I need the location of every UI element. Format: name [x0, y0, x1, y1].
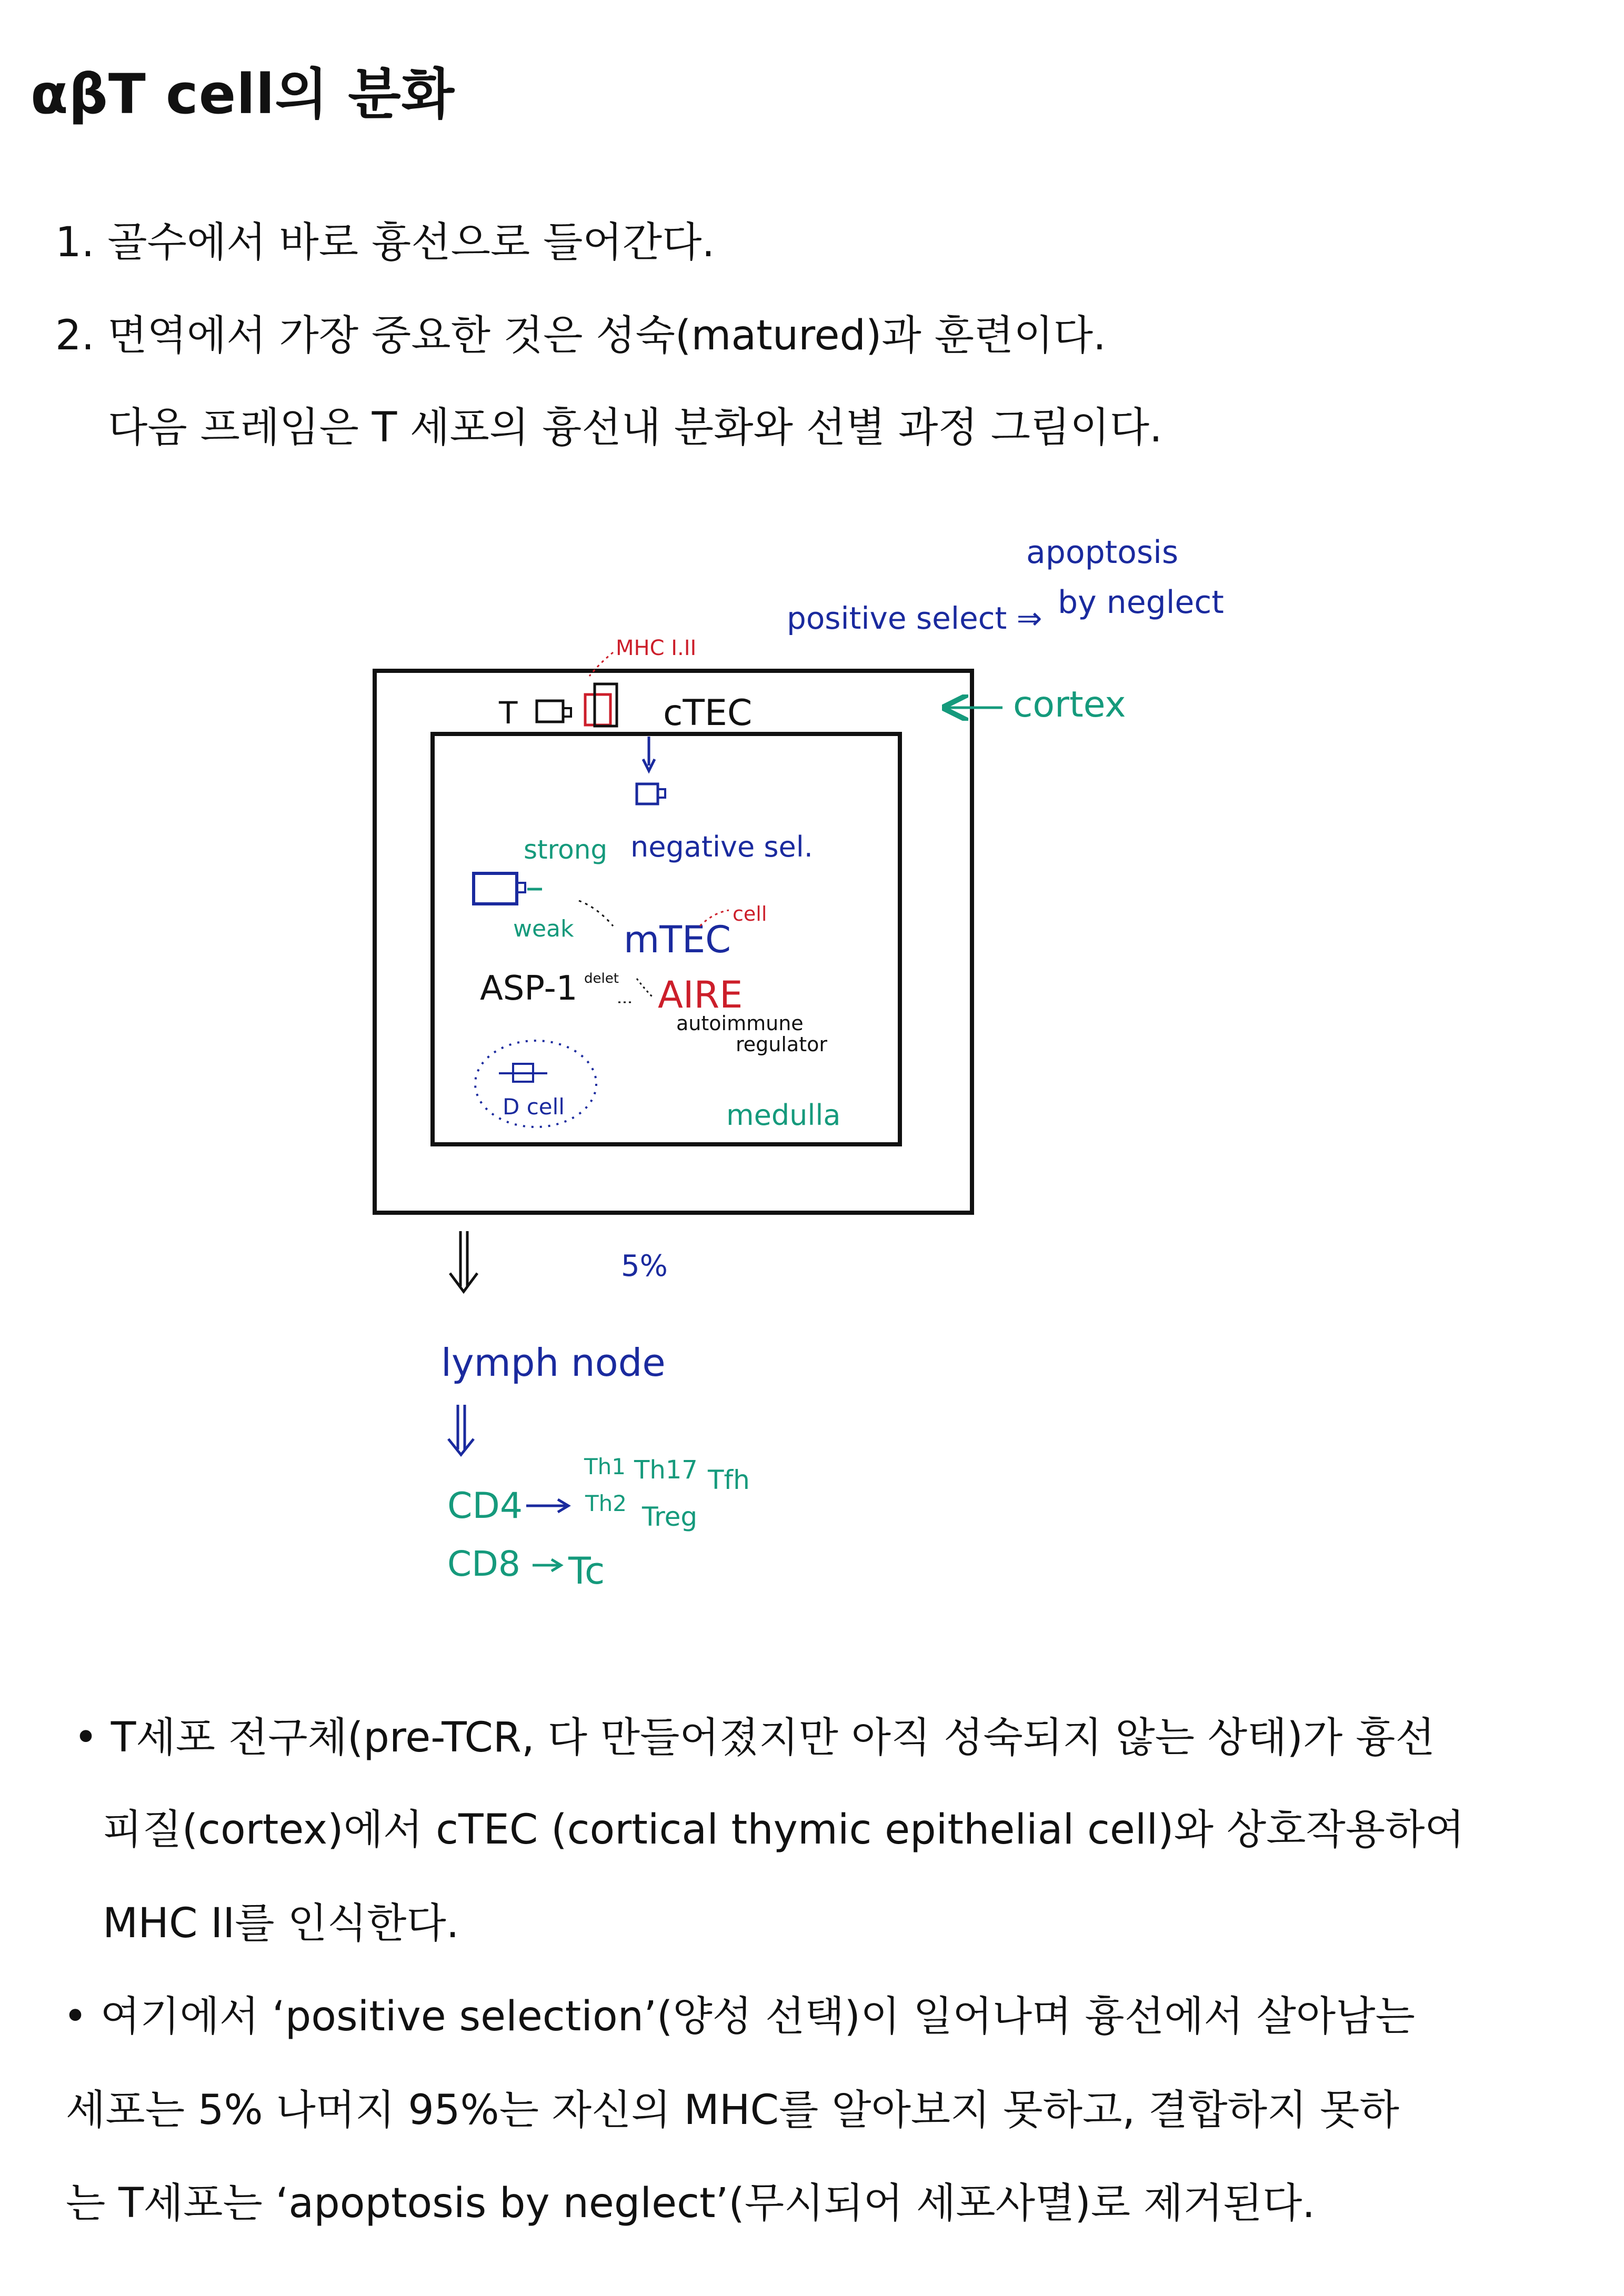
- t-cell-label: T: [499, 695, 518, 731]
- delet-label: delet: [584, 971, 619, 986]
- mhc-receptor-icon: [585, 694, 610, 725]
- bullet-2-line-3: 는 T세포는 ‘apoptosis by neglect’(무시되어 세포사멸)로 제거된다.: [66, 2180, 1316, 2227]
- apoptosis-label: apoptosis: [1026, 534, 1179, 571]
- cd4-label: CD4: [447, 1485, 523, 1527]
- th17-label: Th17: [634, 1455, 698, 1485]
- cortex-label: cortex: [1013, 684, 1126, 726]
- negative-sel-label: negative sel.: [630, 830, 813, 863]
- tfh-label: Tfh: [708, 1465, 750, 1495]
- mhc-label: MHC I.II: [616, 636, 697, 660]
- by-neglect-label: by neglect: [1058, 584, 1224, 621]
- mtec-label: mTEC: [624, 918, 731, 961]
- weak-t-cell-icon: [474, 873, 517, 904]
- cd8-label: CD8: [447, 1544, 520, 1584]
- intro-item-1: 1. 골수에서 바로 흉선으로 들어간다.: [55, 219, 715, 266]
- bullet-2-line-1: • 여기에서 ‘positive selection’(양성 선택)이 일어나며 흉선에서 살아남는: [63, 1993, 1415, 2040]
- th1-label: Th1: [584, 1454, 626, 1479]
- d-cell-label: D cell: [503, 1094, 565, 1120]
- tc-label: Tc: [568, 1549, 605, 1593]
- weak-label: weak: [513, 915, 574, 942]
- bullet-2-line-2: 세포는 5% 나머지 95%는 자신의 MHC를 알아보지 못하고, 결합하지 못하: [66, 2087, 1399, 2134]
- bullet-1-line-3: MHC II를 인식한다.: [103, 1900, 459, 1947]
- bullet-1-line-2: 피질(cortex)에서 cTEC (cortical thymic epithelial cell)와 상호작용하여: [103, 1806, 1465, 1854]
- autoimmune-label: autoimmune: [676, 1012, 804, 1035]
- aire-label: AIRE: [658, 973, 743, 1016]
- cell-label: cell: [733, 902, 767, 925]
- th2-label: Th2: [585, 1491, 627, 1516]
- intro-item-3: 다음 프레임은 T 세포의 흉선내 분화와 선별 과정 그림이다.: [108, 404, 1162, 451]
- positive-select-label: positive select ⇒: [787, 600, 1042, 636]
- ctec-label: cTEC: [663, 692, 753, 734]
- regulator-label: regulator: [736, 1033, 827, 1056]
- strong-label: strong: [524, 834, 608, 865]
- bullet-1-line-1: • T세포 전구체(pre-TCR, 다 만들어졌지만 아직 성숙되지 않는 상태)가 흉선: [74, 1714, 1435, 1761]
- five-percent-label: 5%: [621, 1249, 668, 1283]
- t-cell-icon: [537, 701, 563, 722]
- intro-item-2: 2. 면역에서 가장 중요한 것은 성숙(matured)과 훈련이다.: [55, 312, 1106, 359]
- lymph-node-label: lymph node: [441, 1341, 666, 1385]
- page-title: αβT cell의 분화: [31, 62, 455, 126]
- medulla-label: medulla: [726, 1099, 841, 1132]
- asp1-label: ASP-1: [480, 969, 578, 1008]
- thymocyte-icon: [637, 784, 658, 804]
- treg-label: Treg: [642, 1502, 698, 1532]
